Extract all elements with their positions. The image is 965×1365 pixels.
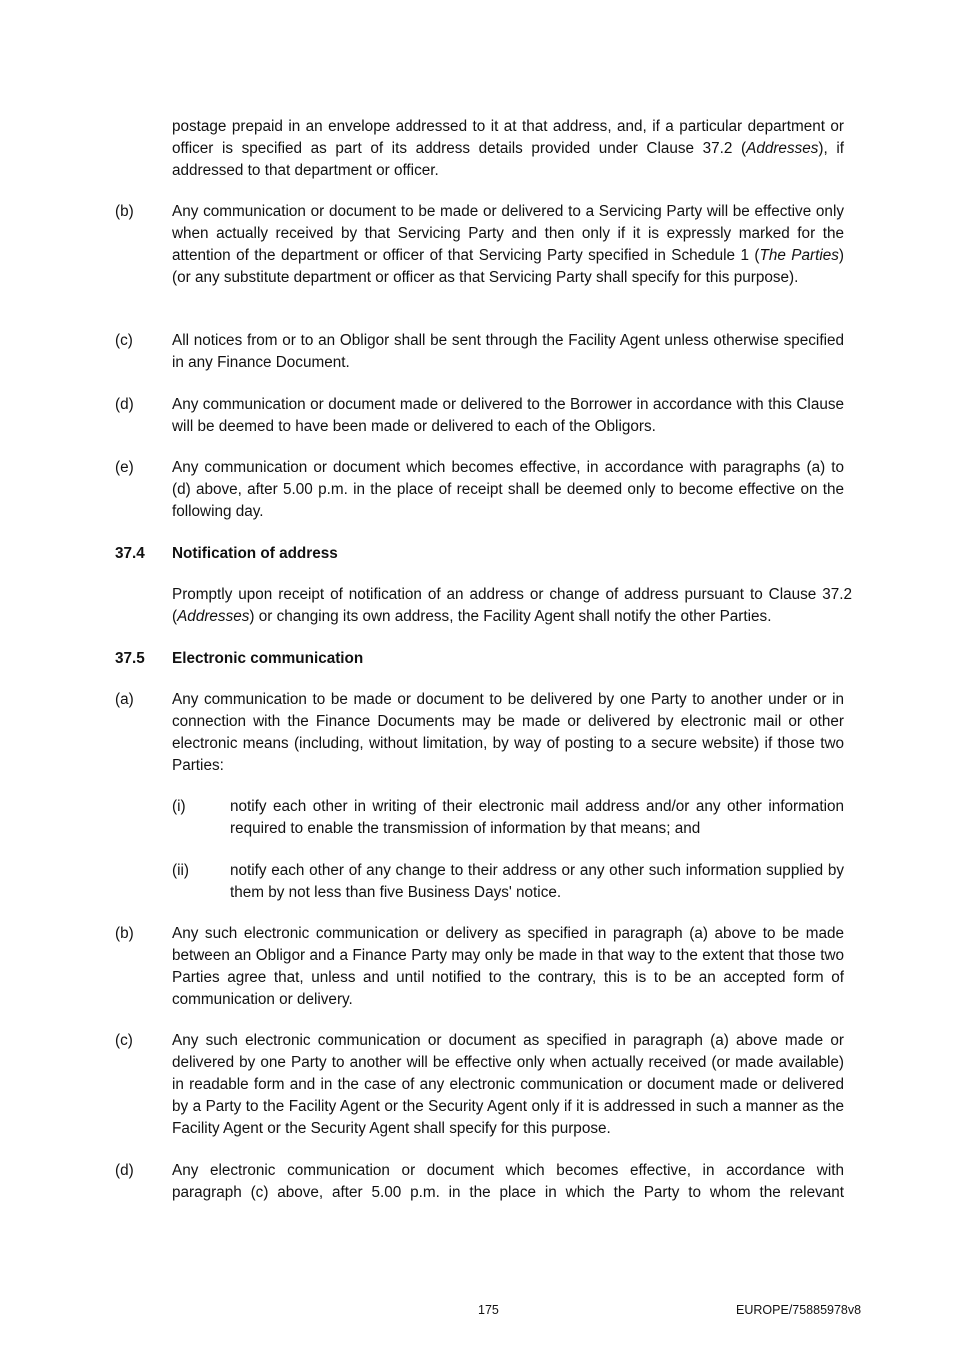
section-374-number: 37.4 [115,545,145,562]
para-d2-label: (d) [115,1162,134,1179]
document-reference: EUROPE/75885978v8 [736,1303,862,1317]
para-i: notify each other in writing of their electronic mail address and/or any other information required to enable the transmission of information by that means; and [230,798,844,837]
para-b1-text: Any communication or document to be made or delivered to a Servicing Party will be effective only when actually received by that Servicing Party and then only if it is expressly marked for the attention of the department or officer of that Servicing Party specified in Schedule 1 ( [172,203,844,264]
intro-paragraph [172,116,844,182]
para-b2-label: (b) [115,925,134,942]
section-374-text-end: ) or changing its own address, the Facility Agent shall notify the other Parties. [249,608,772,625]
para-a2: Any communication to be made or document to be delivered by one Party to another under or in connection with the Finance Documents may be made or delivered by electronic mail or other electronic means (including, without limitation, by way of posting to a secure website) if those two Parties: [172,691,844,774]
para-b1-text-end: ) (or any substitute department or officer as that Servicing Party shall specify for this purpose). [172,247,845,286]
para-ii: notify each other of any change to their address or any other such information supplied by them by not less than five Business Days' notice. [230,862,844,901]
intro-text-end: ), if addressed to that department or officer. [172,140,845,179]
intro-italic: Addresses [746,140,819,157]
para-c1-label: (c) [115,332,133,349]
para-b1-label: (b) [115,203,134,220]
section-374-text: Promptly upon receipt of notification of an address or change of address pursuant to Clause 37.2 ( [172,586,852,625]
para-b1 [172,201,844,289]
section-374-paragraph [172,584,852,628]
page-number: 175 [478,1303,499,1317]
intro-text: postage prepaid in an envelope addressed to it at that address, and, if a particular department or officer is specified as part of its address details provided under Clause 37.2 ( [172,118,844,157]
section-374-italic: Addresses [177,608,250,625]
para-ii-label: (ii) [172,862,189,879]
section-374-title: Notification of address [172,545,338,562]
para-c2: Any such electronic communication or document as specified in paragraph (a) above made or delivered by one Party to another will be effective only when actually received (or made available) in readable form and in the case of any electronic communication or document made or delivered by a Party to the Facility Agent or the Security Agent only if it is addressed in such a manner as the Facility Agent or the Security Agent shall specify for this purpose. [172,1032,844,1137]
section-375-title: Electronic communication [172,650,364,667]
para-a2-label: (a) [115,691,134,708]
para-c1: All notices from or to an Obligor shall be sent through the Facility Agent unless otherwise specified in any Finance Document. [172,332,844,371]
para-b1-italic: The Parties [759,247,839,264]
para-d2: Any electronic communication or document which becomes effective, in accordance with paragraph (c) above, after 5.00 p.m. in the place in which the Party to whom the relevant [172,1162,844,1201]
para-d1: Any communication or document made or delivered to the Borrower in accordance with this Clause will be deemed to have been made or delivered to each of the Obligors. [172,396,844,435]
para-e1: Any communication or document which becomes effective, in accordance with paragraphs (a) to (d) above, after 5.00 p.m. in the place of receipt shall be deemed only to become effective on the following day. [172,459,844,520]
para-i-label: (i) [172,798,186,815]
para-d1-label: (d) [115,396,134,413]
para-c2-label: (c) [115,1032,133,1049]
section-375-number: 37.5 [115,650,145,667]
para-e1-label: (e) [115,459,134,476]
para-b2: Any such electronic communication or delivery as specified in paragraph (a) above to be made between an Obligor and a Finance Party may only be made in that way to the extent that those two Parties agree that, unless and until notified to the contrary, this is to be an accepted form of communication or delivery. [172,925,844,1008]
